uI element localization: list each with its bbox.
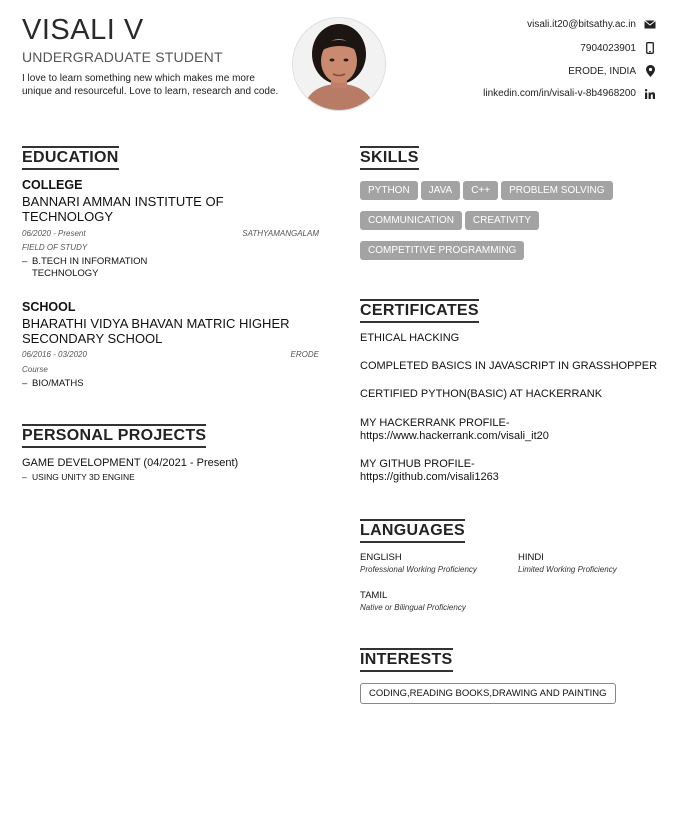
school-institution: BHARATHI VIDYA BHAVAN MATRIC HIGHER SECONDARY SCHOOL xyxy=(22,316,290,346)
language-level: Native or Bilingual Proficiency xyxy=(360,603,466,612)
skills-row-1 xyxy=(360,180,616,200)
skill-tag: CREATIVITY xyxy=(465,211,539,230)
skill-tag: C++ xyxy=(463,181,498,200)
phone-text[interactable]: 7904023901 xyxy=(580,42,636,54)
profile-photo xyxy=(292,17,386,111)
interest-tag: CODING,READING BOOKS,DRAWING AND PAINTING xyxy=(360,683,616,704)
college-field-text: B.TECH IN INFORMATION TECHNOLOGY xyxy=(32,256,148,279)
school-field-text: BIO/MATHS xyxy=(32,378,84,389)
language-level: Professional Working Proficiency xyxy=(360,565,477,574)
dash-icon: – xyxy=(22,378,28,389)
skills-row-2 xyxy=(360,210,542,230)
contact-linkedin[interactable] xyxy=(483,88,656,99)
candidate-name: VISALI V xyxy=(22,14,144,46)
college-institution: BANNARI AMMAN INSTITUTE OF TECHNOLOGY xyxy=(22,194,224,224)
language-level: Limited Working Proficiency xyxy=(518,565,617,574)
email-text[interactable]: visali.it20@bitsathy.ac.in xyxy=(527,19,636,30)
candidate-role: UNDERGRADUATE STUDENT xyxy=(22,49,223,65)
skill-tag: PROBLEM SOLVING xyxy=(501,181,612,200)
projects-title: PERSONAL PROJECTS xyxy=(22,424,206,448)
skill-tag: JAVA xyxy=(421,181,461,200)
skills-title: SKILLS xyxy=(360,146,419,170)
hackerrank-label: MY HACKERRANK PROFILE- xyxy=(360,417,510,429)
skills-row-3 xyxy=(360,240,527,260)
school-label: SCHOOL xyxy=(22,300,76,314)
college-label: COLLEGE xyxy=(22,178,83,192)
certificate-item: ETHICAL HACKING xyxy=(360,332,460,344)
language-name: HINDI xyxy=(518,552,544,563)
dash-icon: – xyxy=(22,256,28,267)
linkedin-text[interactable]: linkedin.com/in/visali-v-8b4968200 xyxy=(483,88,636,99)
phone-icon xyxy=(644,42,656,54)
certificate-item: CERTIFIED PYTHON(BASIC) AT HACKERRANK xyxy=(360,388,603,400)
github-label: MY GITHUB PROFILE- xyxy=(360,458,475,470)
hackerrank-link[interactable]: https://www.hackerrank.com/visali_it20 xyxy=(360,430,549,442)
skill-tag: PYTHON xyxy=(360,181,418,200)
college-field-label: FIELD OF STUDY xyxy=(22,243,88,252)
school-field xyxy=(22,378,84,390)
avatar-portrait xyxy=(293,18,385,110)
certificates-title: CERTIFICATES xyxy=(360,299,479,323)
dash-icon: – xyxy=(22,472,27,482)
interests-title: INTERESTS xyxy=(360,648,453,672)
project-name: GAME DEVELOPMENT (04/2021 - Present) xyxy=(22,457,239,469)
skill-tag: COMPETITIVE PROGRAMMING xyxy=(360,241,524,260)
languages-title: LANGUAGES xyxy=(360,519,465,543)
summary-text: I love to learn something new which makes me more unique and resourceful. Love to learn, research and code. xyxy=(22,73,279,97)
contact-location xyxy=(568,65,656,77)
map-pin-icon xyxy=(644,65,656,77)
language-name: ENGLISH xyxy=(360,552,402,563)
school-place: ERODE xyxy=(290,350,319,359)
project-detail xyxy=(22,471,135,483)
language-name: TAMIL xyxy=(360,590,388,601)
certificate-item: COMPLETED BASICS IN JAVASCRIPT IN GRASSHOPPER xyxy=(360,360,658,372)
college-dates: 06/2020 - Present xyxy=(22,229,86,238)
envelope-icon xyxy=(644,20,656,29)
school-field-label: Course xyxy=(22,365,48,374)
skill-tag: COMMUNICATION xyxy=(360,211,462,230)
contact-email[interactable] xyxy=(527,19,656,30)
github-link[interactable]: https://github.com/visali1263 xyxy=(360,471,499,483)
contact-phone[interactable] xyxy=(580,42,656,54)
location-text: ERODE, INDIA xyxy=(568,65,636,77)
college-place: SATHYAMANGALAM xyxy=(242,229,319,238)
school-dates: 06/2016 - 03/2020 xyxy=(22,350,87,359)
education-title: EDUCATION xyxy=(22,146,119,170)
linkedin-icon xyxy=(644,89,656,99)
project-detail-text: USING UNITY 3D ENGINE xyxy=(32,472,135,482)
college-field xyxy=(22,256,172,280)
